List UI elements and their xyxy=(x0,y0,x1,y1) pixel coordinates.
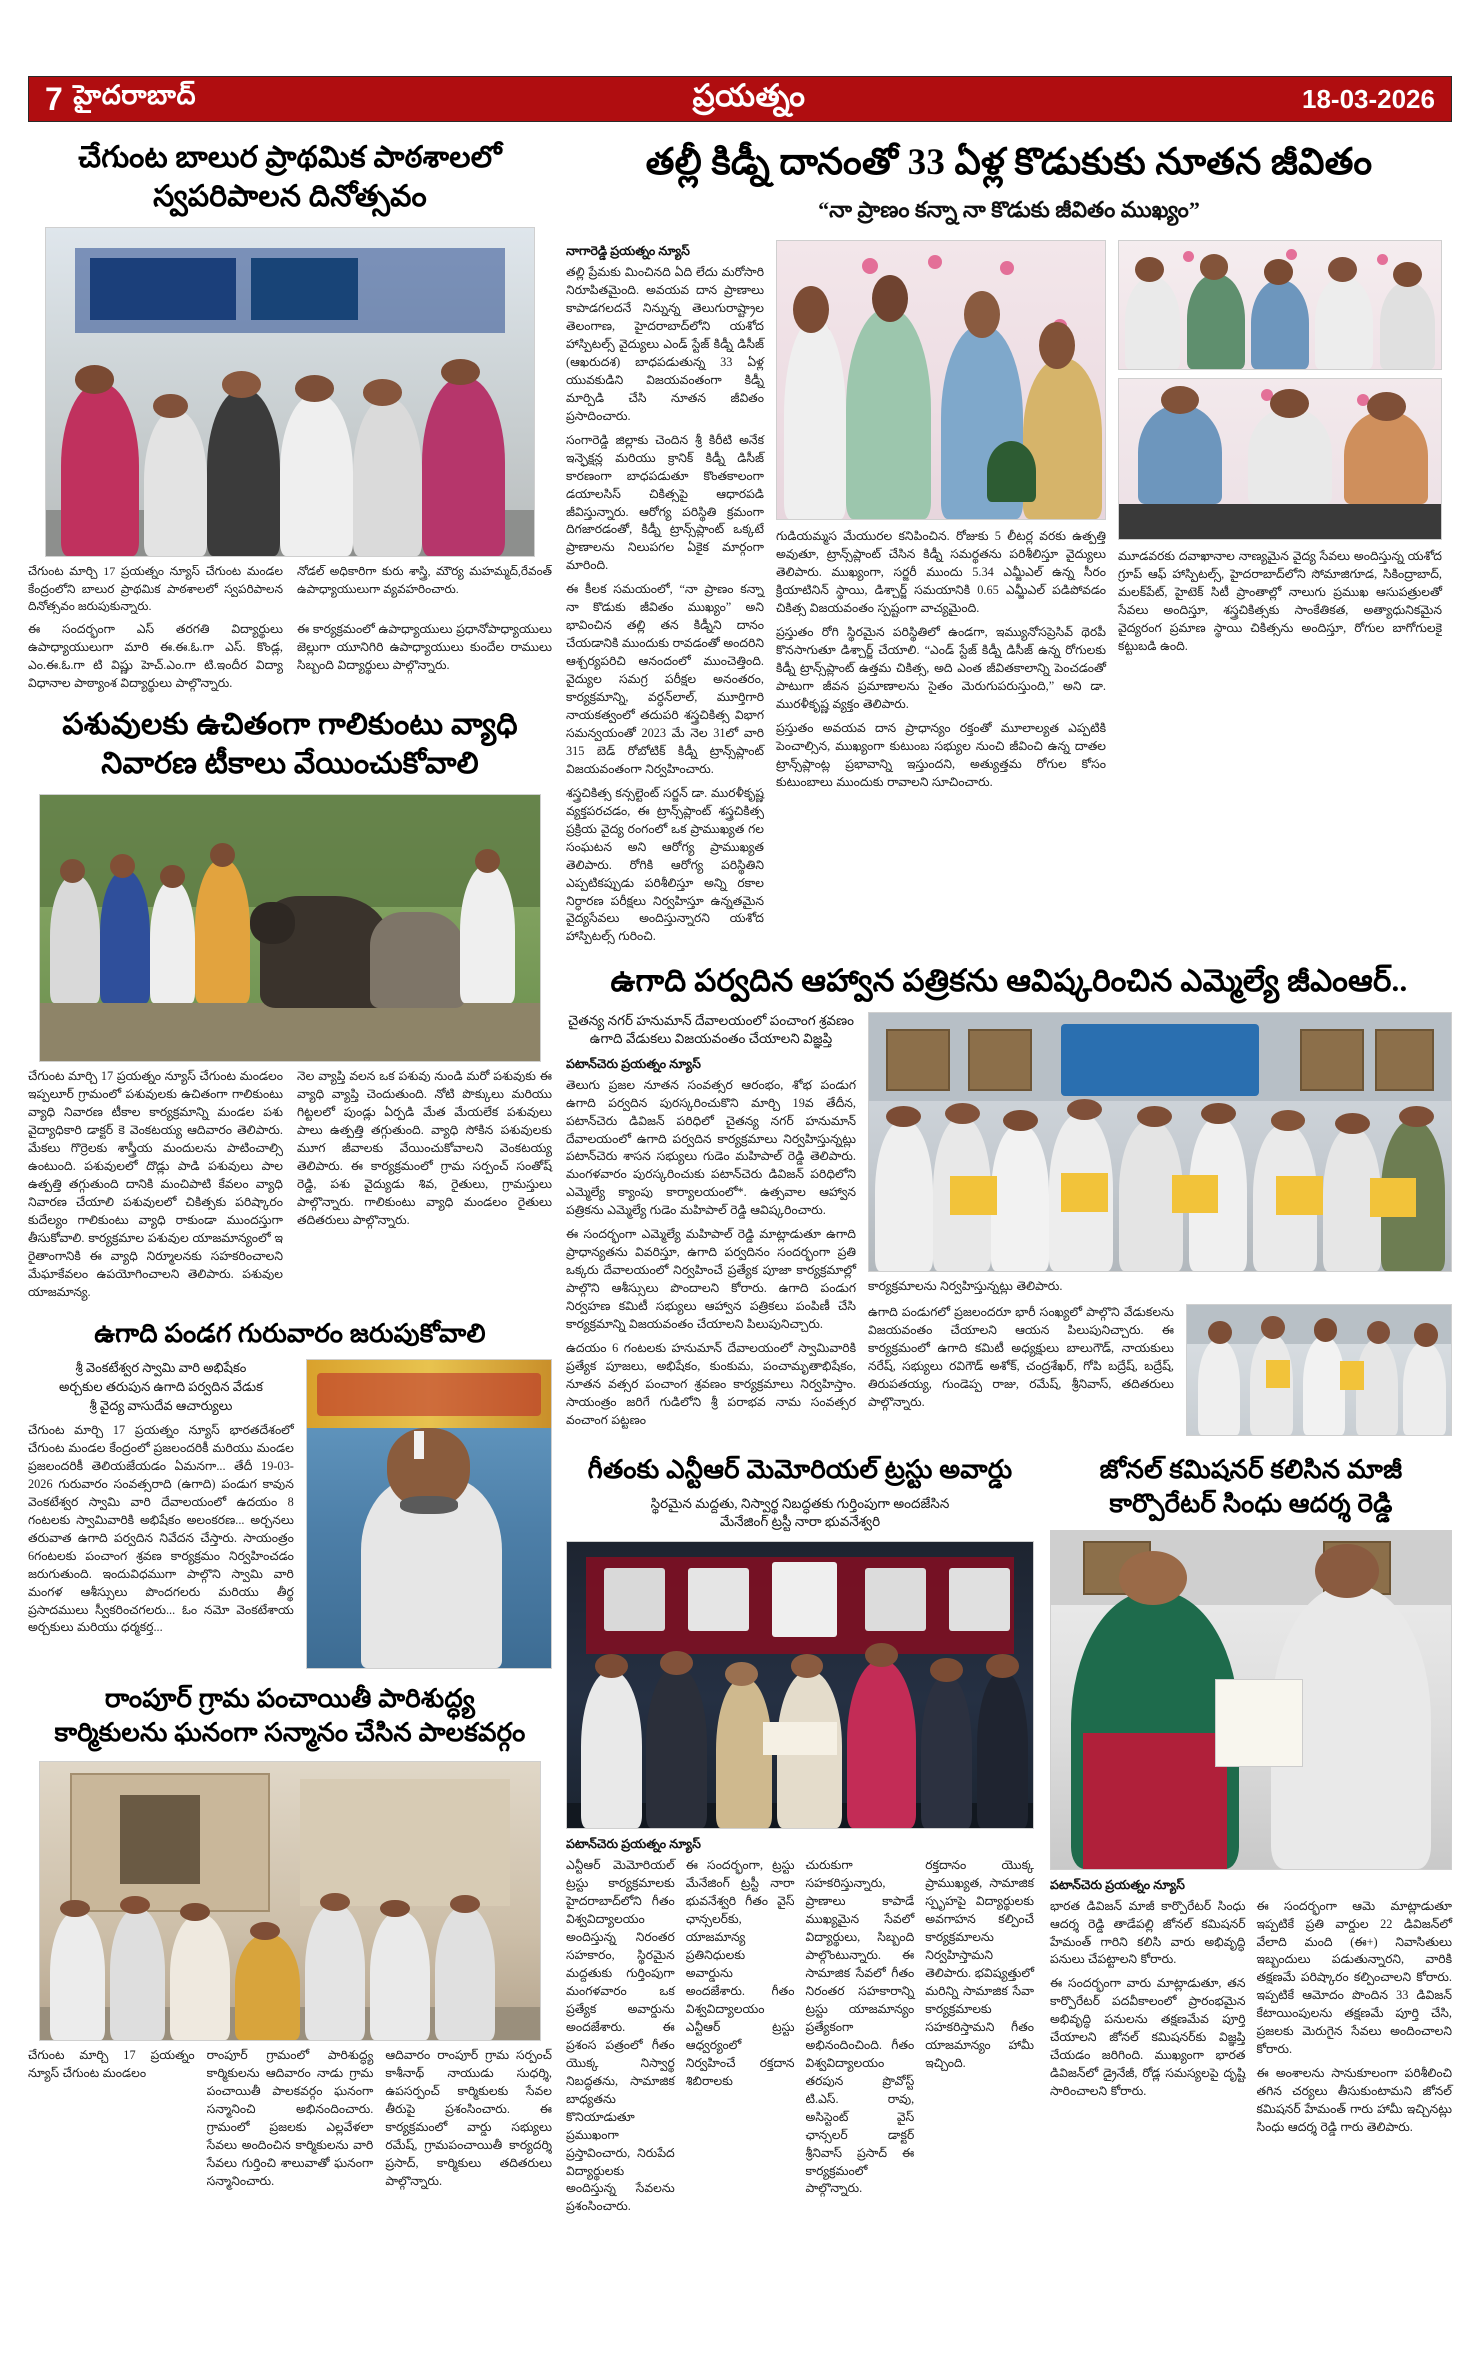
ugadi-body-col1: తెలుగు ప్రజల నూతన సంవత్సర ఆరంభం, శోభ పండుగ ఉగాది పర్వదిన పురస్కరించుకొని మార్చి 19వ తేదీన, పటాన్‌చెరు డివిజన్ పరిధిలో చైతన్య నగర్ హనుమాన్ దేవాలయంలో ఉగాది పర్వదిన కార్యక్రమాలు నిర్వహిస్తున్నట్లు పటాన్‌చెరు శాసన సభ్యులు గుడెం మహిపాల్ రెడ్డి తెలిపారు. మంగళవారం పురస్కరించుకు పటాన్‌చెరు డివిజన్ పరిధిలోని ఎమ్మెల్యే క్యాంపు కార్యాలయంలో*. ఉత్సవాల ఆహ్వాన పత్రికను ఎమ్మెల్యే గుడెం మహిపాల్ రెడ్డి ఆవిష్కరించారు. xyxy=(566,1077,856,1218)
story-cattle-vaccination xyxy=(28,707,552,1302)
lead-body-p1: తల్లి ప్రేమకు మించినది ఏది లేదు మరోసారి నిరూపితమైంది. అవయవ దాన ప్రాణాలు కాపాడగలదనే నిన్నున్న తెలుగురాష్ట్రాల తెలంగాణ, హైదరాబాద్‌లోని యశోద హాస్పిటల్స్ వైద్యులు ఎండ్ స్టేజ్ కిడ్నీ డిసీజ్ (ఆఖరుదశ) బాధపడుతున్న 33 ఏళ్ల యువకుడిని విజయవంతంగా కిడ్నీ మార్పిడి చేసి నూతన జీవితం ప్రసాదించారు. xyxy=(566,265,764,423)
sindhu-headline-line2: కార్పొరేటర్ సింధు ఆదర్శ రెడ్డి xyxy=(1109,1488,1393,1518)
story-geetham-award xyxy=(566,1454,1034,2216)
story-ugadi-invitation xyxy=(566,962,1452,1436)
lead-body-p6: ప్రస్తుతం రోగి స్థిరమైన పరిస్థితిలో ఉండగా, ఇమ్యునోసప్రెసివ్ థెరపీ కొనసాగుతూ డిశ్చార్జ్ చేయాలి. “ఎండ్ స్టేజ్ కిడ్నీ డిసీజ్ ఉన్న రోగులకు కిడ్నీ ట్రాన్స్‌ప్లాంట్ ఉత్తమ చికిత్స, అది ఎంత జీవితకాలాన్ని పెంచడంతో పాటుగా జీవన ప్రమాణాలను సైతం మెరుగుపరుస్తుంది,” అని డా. మురళీకృష్ణ వ్యక్తం తెలిపారు. xyxy=(776,624,1106,711)
sindhu-headline-line1: జోనల్ కమిషనర్ కలిసిన మాజీ xyxy=(1099,1455,1403,1485)
photo-cattle-vaccination xyxy=(39,794,541,1062)
story4-headline-line2: కార్మికులను ఘనంగా సన్మానం చేసిన పాలకవర్గం xyxy=(54,1718,526,1748)
story1-body-col2: ఈ కార్యక్రమంలో ఉపాధ్యాయులు ప్రధానోపాధ్యాయులు జెల్లుగా యూనిగిరి ఉపాధ్యాయులు కుందేల రాములు సిబ్బంది విద్యార్థులు పాల్గొన్నారు. xyxy=(297,622,552,673)
masthead-band xyxy=(28,76,1452,122)
ugadi-byline: పటాన్‌చెరు ప్రయత్నం న్యూస్ xyxy=(566,1056,701,1071)
story4-body-col2: రాంపూర్ గ్రామంలో పారిశుద్ధ్య కార్మికులను ఆదివారం నాడు గ్రామ పంచాయితీ పాలకవర్గం ఘనంగా సన్మానించి అభినందించారు. గ్రామంలో ప్రజలకు ఎల్లవేళలా సేవలు అందించిన కార్మికులను వారి సేవలు గుర్తించి శాలువాతో ఘనంగా సన్మానించారు. xyxy=(206,2047,374,2188)
lead-byline: నాగారెడ్డి ప్రయత్నం న్యూస్ xyxy=(566,244,690,259)
photo-school-group xyxy=(45,227,535,557)
paper-title: ప్రయత్నం xyxy=(692,77,806,113)
ugadi-sub-line2: ఉగాది వేడుకలు విజయవంతం చేయాలని విజ్ఞప్తి xyxy=(589,1031,833,1047)
sindhu-body-p3: ఈ సందర్భంగా ఆమె మాట్లాడుతూ ఇప్పటికే ప్రతి వార్డుల 22 డివిజన్‌లో వేలాది మంది (ఈ+) నివాసితులు ఇబ్బందులు పడుతున్నారని, వారికి తక్షణమే పరిష్కారం కల్పించాలని కోరారు. ఇప్పటికే ఆమోదం పొందిన 33 డివిజన్ కేటాయింపులను తక్షణమే పూర్తి చేసి, ప్రజలకు మెరుగైన సేవలు అందించాలని కోరారు. xyxy=(1256,1898,1452,2057)
sindhu-body-p1: భారత డివిజన్ మాజీ కార్పొరేటర్ సింధు ఆదర్శ రెడ్డి తాడేపల్లి జోనల్ కమిషనర్ హేమంత్ గారిని కలిసి వారు అభివృద్ధి పనులు చేపట్టాలని కోరారు. xyxy=(1050,1898,1246,1967)
photo-doctors-group xyxy=(1118,240,1442,370)
story2-body-col2: నెల వ్యాప్తి వలన ఒక పశువు నుండి మరో పశువుకు ఈ వ్యాధి వ్యాప్తి చెందుతుంది. నోటి పొక్కులు మరియు గిట్టలలో పుండ్లు ఏర్పడి మేత మేయలేక పశువులు పాలు ఉత్పత్తి తగ్గుతుంది. వ్యాధి సోకిన పశువులకు మూగ జీవాలకు వేయించుకోవాలని వెంకటయ్య తెలిపారు. ఈ కార్యక్రమంలో గ్రామ సర్పంచ్ సంతోష్ రెడ్డి, పశు వైద్యుడు శివ, రైతులు, గ్రామస్తులు పాల్గొన్నారు. గాలికుంటు వ్యాధి మండలం రైతులు తదితరులు పాల్గొన్నారు. xyxy=(297,1069,552,1227)
story3-sub-line2: అర్చకుల తరుపున ఉగాది పర్వదిన వేడుక xyxy=(58,1379,263,1395)
photo-ntr-trust-award xyxy=(566,1541,1034,1829)
page-number: 7 xyxy=(45,80,64,117)
photo-sanitation-workers xyxy=(39,1761,541,2041)
sindhu-body-p2: ఈ సందర్భంగా వారు మాట్లాడుతూ, తన కార్పొరేటర్ పదవీకాలంలో ప్రారంభమైన అభివృద్ధి పనులను తక్షణమేవ పూర్తి చేయాలని జోనల్ కమిషనర్‌కు విజ్ఞప్తి చేయడం జరిగింది. ముఖ్యంగా భారత డివిజన్‌లో డ్రైనేజీ, రోడ్ల సమస్యలపై దృష్టి సారించాలని కోరారు. xyxy=(1050,1976,1246,2099)
lead-body-p2: సంగారెడ్డి జిల్లాకు చెందిన శ్రీ కిరీటి అనేక ఇన్ఫెక్షన్ల మరియు క్రానిక్ కిడ్నీ డిసీజ్ కారణంగా బాధపడుతూ కొంతకాలంగా డయాలసిస్ చికిత్సపై ఆధారపడి జీవిస్తున్నారు. ఆరోగ్య పరిస్థితి క్రమంగా దిగజారడంతో, కిడ్నీ ట్రాన్స్‌ప్లాంట్ ఒక్కటే ప్రాణాలను నిలుపగల ఏకైక మార్గంగా మారింది. xyxy=(566,432,764,573)
left-column xyxy=(28,140,552,2191)
sindhu-body-p4: ఈ అంశాలను సానుకూలంగా పరిశీలించి తగిన చర్యలు తీసుకుంటామని జోనల్ కమిషనర్ హేమంత్ గారు హామీ ఇచ్చినట్లు సింధు ఆదర్శ రెడ్డి గారు తెలిపారు. xyxy=(1256,2066,1452,2135)
geetham-body-col1: ఎన్టీఆర్ మెమోరియల్ ట్రస్టు కార్యక్రమాలకు హైదరాబాద్‌లోని గీతం విశ్వవిద్యాలయం అందిస్తున్న నిరంతర సహకారం, స్థిరమైన మద్దతుకు గుర్తింపుగా మంగళవారం ఒక ప్రత్యేక అవార్డును అందజేశారు. ఈ ప్రశంస పత్రంలో గీతం యొక్క నిస్వార్థ నిబద్ధతను, సామాజిక బాధ్యతను కొనియాడుతూ ప్రముఖంగా ప్రస్తావించారు, నిరుపేద విద్యార్థులకు అందిస్తున్న సేవలను ప్రశంసించారు. xyxy=(566,1858,675,2214)
lead-headline: తల్లీ కిడ్నీ దానంతో 33 ఏళ్ల కొడుకుకు నూతన జీవితం xyxy=(645,142,1373,183)
story-sindhu-commissioner xyxy=(1050,1454,1452,2216)
lead-body-p4: శస్త్రచికిత్స కన్సల్టెంట్ సర్జన్ డా. మురళీకృష్ణ వ్యక్తపరచడం, ఈ ట్రాన్స్‌ప్లాంట్ శస్త్రచికిత్స ప్రక్రియ వైద్య రంగంలో ఒక ప్రాముఖ్యత గల సంఘటన అని ఆరోగ్య ప్రాముఖ్యత తెలిపారు. రోగికి ఆరోగ్య పరిస్థితిని ఎప్పటికప్పుడు పరిశీలిస్తూ అన్ని రకాల నిర్ధారణ పరీక్షలు నిర్వహిస్తూ ఉన్నతమైన వైద్యసేవలు అందిస్తున్నారని యశోద హాస్పిటల్స్ గురించి. xyxy=(566,785,764,944)
photo-commissioner-meeting xyxy=(1050,1530,1452,1870)
story1-body-col1: ఈ సందర్భంగా ఎస్ తరగతి విద్యార్థులు ఉపాధ్యాయులుగా మారి ఈ.ఈ.ఓ.గా ఎస్. కొండ్ల, ఎం.ఈ.ఓ.గా టి విష్ణు హెచ్.ఎం.గా టి.ఇందీర విద్యా విధానాల పాఠ్యాంశ విద్యార్థులు పాల్గొన్నారు. xyxy=(28,622,283,691)
main-column xyxy=(566,140,1452,2216)
lead-subheadline: “నా ప్రాణం కన్నా నా కొడుకు జీవితం ముఖ్యం” xyxy=(818,197,1200,223)
story-chegunta-school xyxy=(28,140,552,693)
masthead-page-city xyxy=(45,80,196,118)
sindhu-byline: పటాన్‌చెరు ప్రయత్నం న్యూస్ xyxy=(1050,1877,1185,1892)
geetham-sub-line2: మేనేజింగ్ ట్రస్టీ నారా భువనేశ్వరి xyxy=(719,1514,881,1530)
story1-caption-col1: చేగుంట మార్చి 17 ప్రయత్నం న్యూస్ చేగుంట మండల కేంద్రంలోని బాలుర ప్రాథమిక పాఠశాలలో స్వపరిపాలన దినోత్సవం జరుపుకున్నారు. xyxy=(28,564,283,613)
story3-body: చేగుంట మార్చి 17 ప్రయత్నం న్యూస్ భారతదేశంలో చేగుంట మండల కేంద్రంలో ప్రజలందరికీ మరియు మండల ప్రజలందరికీ తెలియజేయడం ఏమనగా... తేదీ 19-03-2026 గురువారం సంవత్సరాది (ఉగాది) పండుగ కావున వెంకటేశ్వర స్వామి వారి దేవాలయంలో ఉదయం 8 గంటలకు స్వామివారికి అభిషేకం అలంకరణ... అర్చనలు తరువాత ఉగాది పర్వదిన నివేదన చేస్తారు. సాయంత్రం 6గంటలకు పంచాంగ శ్రవణ కార్యక్రమం నిర్వహించడం జరుగుతుంది. ఇందువిధముగా పాల్గొని స్వామి వారి మంగళ ఆశీస్సులు పొందగలరు మరియు తీర్థ ప్రసాదములు స్వీకరించగలరు... ఓం నమో వెంకటేశాయ అర్చకులు మరియు ధర్మకర్త... xyxy=(28,1423,294,1635)
lead-body-p7: ప్రస్తుతం అవయవ దాన ప్రాధాన్యం రక్తంతో మూలాల్యత ఎప్పటికి పెంచాల్సిన, ముఖ్యంగా కుటుంబ సభ్యుల నుంచి జీవించి ఉన్న దాతల ట్రాన్స్‌ప్లాంట్ల ప్రభావాన్ని ఇస్తుందని, అత్యుత్తమ రోగుల కోసం కుటుంబాలు ముందుకు రావాలని సూచించారు. xyxy=(776,720,1106,789)
story1-headline-line1: చేగుంట బాలుర ప్రాథమిక పాఠశాలలో xyxy=(78,141,502,174)
story3-headline: ఉగాది పండగ గురువారం జరుపుకోవాలి xyxy=(94,1318,486,1348)
ugadi-headline: ఉగాది పర్వదిన ఆహ్వాన పత్రికను ఆవిష్కరించిన ఎమ్మెల్యే జీఎంఆర్.. xyxy=(610,963,1408,999)
bottom-row xyxy=(566,1454,1452,2216)
story3-sub-line3: శ్రీ వైద్య వాసుదేవ ఆచార్యులు xyxy=(89,1398,233,1414)
ugadi-body-col3: ఉదయం 6 గంటలకు హనుమాన్ దేవాలయంలో స్వామివారికి ప్రత్యేక పూజలు, అభిషేకం, కుంకుమ, పంచామృతాభిషేకం, నూతన వత్సర పంచాంగ శ్రవణం కార్యక్రమాలు నిర్వహిస్తాం. సాయంత్రం జరిగే గుడిలోని శ్రీ పరాభవ నామ సంవత్సర వంచాంగ పట్టణం xyxy=(566,1340,856,1427)
geetham-body-col4: రక్తదానం యొక్క ప్రాముఖ్యత, సామాజిక స్పృహపై విద్యార్థులకు అవగాహన కల్పించే కార్యక్రమాలను నిర్వహిస్తామని తెలిపారు. భవిష్యత్తులో మరిన్ని సామాజిక సేవా కార్యక్రమాలకు సహకరిస్తామని గీతం యాజమాన్యం హామీ ఇచ్చింది. xyxy=(925,1858,1034,2070)
ugadi-caption2: ఉగాది పండుగలో ప్రజలందరూ భారీ సంఖ్యలో పాల్గొని వేడుకలను విజయవంతం చేయాలని ఆయన పిలుపునిచ్చారు. ఈ కార్యక్రమంలో ఉగాది కమిటీ అధ్యక్షులు బాలుగౌడ్, నాయకులు నరేష్, సభ్యులు రవిగౌడ్ అశోక్, చంద్రశేఖర్, గోపి బద్రేష్, బద్రేష్, తిరుపతయ్య, గుండెప్ప రాజు, రమేష్, శ్రీనివాస్, తదితరులు పాల్గొన్నారు. xyxy=(868,1305,1174,1409)
publication-date: 18-03-2026 xyxy=(1301,83,1435,114)
story1-headline-line2: స్వపరిపాలన దినోత్సవం xyxy=(153,179,427,213)
story-kidney-transplant xyxy=(566,140,1452,946)
story4-body-col1: చేగుంట మార్చి 17 ప్రయత్నం న్యూస్ చేగుంట మండలం xyxy=(28,2047,195,2080)
story2-body-col1: చేగుంట మార్చి 17 ప్రయత్నం న్యూస్ చేగుంట మండలం ఇప్పలూర్ గ్రామంలో పశువులకు ఉచితంగా గాలికుంటు వ్యాధి నివారణ టీకాల కార్యక్రమాన్ని మండల పశు వైద్యాధికారి డాక్టర్ కె వెంకటయ్య ఆదివారం తెలిపారు. మేకలు గొర్రెలకు శాస్త్రీయ మందులను పాటించాల్సి ఉంటుంది. పశువులలో దొడ్లు పాడి పశువులు పాల ఉత్పత్తి తగ్గుతుంది దానికి మంచిపాటి కేవలం వ్యాధి నివారణ చేయాలి పశువులలో చికిత్సకు పరిష్కారం కుదేల్యం గాలికుంటు వ్యాధి రాకుండా ముందస్తుగా తీసుకోవాలి. కార్యక్రమాల పశువుల యాజమాన్యంలో ఇ రైతాంగానికి ఈ వ్యాధి నిర్మూలనకు సహకరించాలని మేఘాకేవలం ఉపయోగించాలని తెలిపారు. పశువుల యాజమాన్య. xyxy=(28,1069,283,1299)
ugadi-body-col2: ఈ సందర్భంగా ఎమ్మెల్యే మహిపాల్ రెడ్డి మాట్లాడుతూ ఉగాది ప్రాధాన్యతను వివరిస్తూ, ఉగాది పర్వదినం సందర్భంగా ప్రతి ఒక్కరు దేవాలయంలో నిర్వహించే ప్రత్యేక పూజా కార్యక్రమాల్లో పాల్గొని ఆశీస్సులు పొందాలని కోరారు. ఉగాది పండుగ నిర్వహణ కమిటీ సభ్యులు ఆహ్వాన పత్రికలు పంపిణీ చేసి కార్యక్రమాన్ని విజయవంతం చేయాలని పిలుపునిచ్చారు. xyxy=(566,1227,856,1332)
lead-caption-left: మూడవరకు దవాఖానాల నాణ్యమైన వైద్య సేవలు అందిస్తున్న యశోద గ్రూప్ ఆఫ్ హాస్పిటల్స్, హైదరాబాద్‌లోని సోమాజిగూడ, సికింద్రాబాద్, మలక్‌పేట్, హైటెక్ సిటీ ప్రాంతాల్లో నాలుగు ప్రముఖ ఆసుపత్రులతో సేవలు అందిస్తూ, శస్త్రచికిత్సకు సాంకేతికత, అత్యాధునికమైన వైద్యరంగ ప్రమాణ స్థాయి చికిత్సను అందిస్తూ, రోగుల బాగోగులకై కట్టుబడి ఉంది. xyxy=(1118,549,1442,653)
story4-headline-line1: రాంపూర్ గ్రామ పంచాయితీ పారిశుద్ధ్య xyxy=(104,1684,476,1714)
photo-priest-portrait xyxy=(306,1359,552,1669)
story2-headline-line1: పశువులకు ఉచితంగా గాలికుంటు వ్యాధి xyxy=(62,708,518,742)
photo-press-conference xyxy=(1118,378,1442,540)
story1-caption-col2: నోడల్ అధికారిగా కురు శాస్త్రి, మౌర్య మహమ్మద్,రేవంత్ ఉపాధ్యాయులుగా వ్యవహరించారు. xyxy=(297,564,552,596)
story2-headline-line2: నివారణ టీకాలు వేయించుకోవాలి xyxy=(101,746,479,780)
photo-sapling-presentation xyxy=(776,240,1106,520)
photo-ugadi-release xyxy=(868,1012,1452,1272)
edition-city: హైదరాబాద్ xyxy=(73,80,197,110)
story4-body-col3: ఆదివారం రాంపూర్ గ్రామ సర్పంచ్ కాశీనాథ్ నాయుడు సుధర్శి, ఉపసర్పంచ్ కార్మికులకు సేవల తీరుపై ప్రశంసించారు. ఈ కార్యక్రమంలో వార్డు సభ్యులు రమేష్, గ్రామపంచాయితీ కార్యదర్శి ప్రసాద్, కార్మికులు తదితరులు పాల్గొన్నారు. xyxy=(385,2047,553,2188)
ugadi-caption: కార్యక్రమాలను నిర్వహిస్తున్నట్లు తెలిపారు. xyxy=(868,1279,1063,1294)
lead-body-p3: ఈ కీలక సమయంలో, “నా ప్రాణం కన్నా నా కొడుకు జీవితం ముఖ్యం” అని భావించిన తల్లి తన కిడ్నీని దానం చేయడానికి ముందుకు రావడంతో అందరిని ఆశ్చర్యపరిచి ఆనందంలో ముంచెత్తింది. వైద్యుల సమగ్ర పరీక్షల అనంతరం, కార్యక్రమాన్ని, వర్ధన్‌లాల్, మూర్తిగారి నాయకత్వంలో తదుపరి శస్త్రచికిత్స విభాగ సమన్వయంతో 2023 మే నెల 31లో వారి 315 బెడ్ రోబోటిక్ కిడ్నీ ట్రాన్స్‌ప్లాంట్ విజయవంతంగా నిర్వహించారు. xyxy=(566,582,764,776)
geetham-body-col3: చురుకుగా సహకరిస్తున్నారు, ప్రాణాలు కాపాడే ముఖ్యమైన సేవలో విద్యార్థులు, సిబ్బంది పాల్గొంటున్నారు. ఈ సామాజిక సేవలో గీతం నిరంతర సహకారాన్ని ట్రస్టు యాజమాన్యం ప్రత్యేకంగా అభినందించింది. గీతం విశ్వవిద్యాలయం తరపున ప్రొవోస్ట్ టి.ఎస్. రావు, అసిస్టెంట్ వైస్ ఛాన్సలర్ డాక్టర్ శ్రీనివాస్ ప్రసాద్ ఈ కార్యక్రమంలో పాల్గొన్నారు. xyxy=(805,1858,915,2196)
photo-ugadi-release-2 xyxy=(1186,1304,1452,1436)
geetham-headline: గీతంకు ఎన్టీఆర్ మెమోరియల్ ట్రస్టు అవార్డు xyxy=(587,1455,1013,1485)
lead-body-p5: గుడియమ్మస మేయురల కనిపించిన. రోజుకు 5 లీటర్ల వరకు ఉత్పత్తి అవుతూ, ట్రాన్స్‌ప్లాంట్ చేసిన కిడ్నీ సమర్థతను పరిశీలిస్తూ వైద్యులు తెలిపారు. ముఖ్యంగా, సర్జరీ ముందు 5.34 ఎమ్జీఎల్ ఉన్న సీరం క్రియాటినిన్ స్థాయి, డిశ్చార్జ్ సమయానికి 0.65 ఎమ్జీఎల్ పడిపోవడం చికిత్స విజయవంతం స్పష్టంగా వాచ్యమైంది. xyxy=(776,529,1106,615)
story-rampur-sanitation xyxy=(28,1683,552,2190)
story3-sub-line1: శ్రీ వెంకటేశ్వర స్వామి వారి అభిషేకం xyxy=(75,1360,247,1376)
geetham-sub-line1: స్థిరమైన మద్దతు, నిస్వార్థ నిబద్ధతకు గుర్తింపుగా అందజేసిన xyxy=(650,1495,950,1511)
ugadi-sub-line1: చైతన్య నగర్ హనుమాన్ దేవాలయంలో పంచాంగ శ్రవణం xyxy=(567,1013,855,1029)
geetham-byline: పటాన్‌చెరు ప్రయత్నం న్యూస్ xyxy=(566,1837,701,1852)
geetham-body-col2: ఈ సందర్భంగా, ట్రస్టు మేనేజింగ్ ట్రస్టీ నారా భువనేశ్వరి గీతం వైస్ ఛాన్సలర్‌కు, యాజమాన్య ప్రతినిధులకు అవార్డును అందజేశారు. గీతం విశ్వవిద్యాలయం ఎన్టీఆర్ ట్రస్టు ఆధ్వర్యంలో నిర్వహించే రక్తదాన శిబిరాలకు xyxy=(685,1858,795,2088)
story-ugadi-temple xyxy=(28,1318,552,1670)
